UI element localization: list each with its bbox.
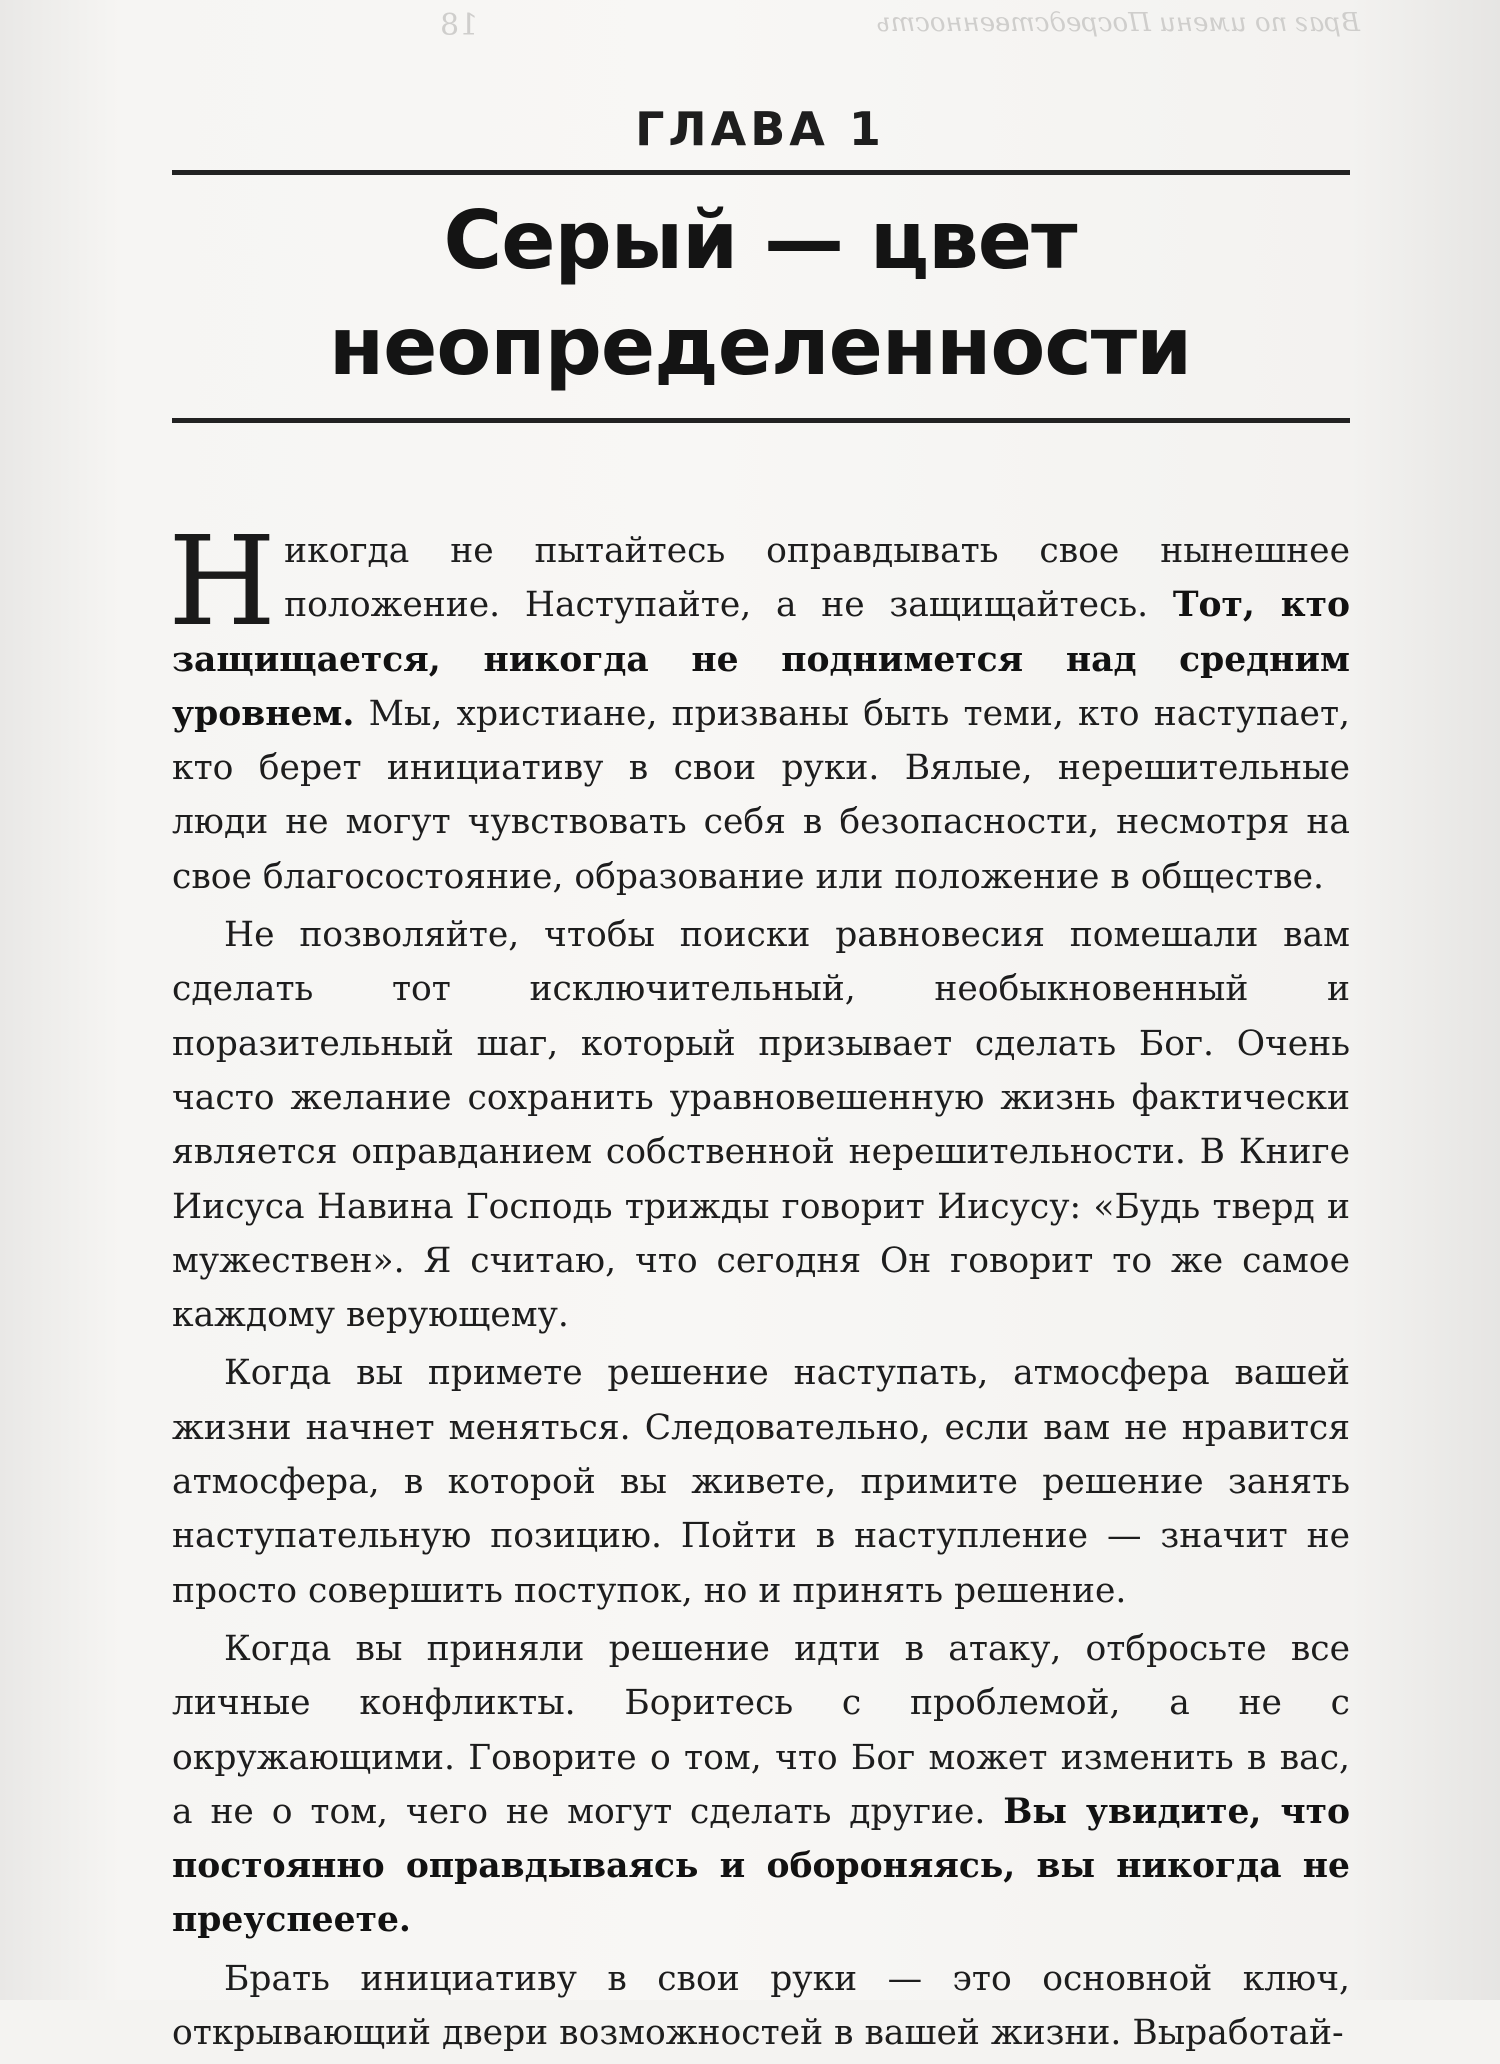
chapter-title-line-1: Серый — цвет [443, 194, 1077, 287]
paragraph-4-text: Когда вы приняли решение идти в атаку, отбросьте все личные конфликты. Боритесь с проблемой, а не с окружающими. Говорите о том, что Бог может изменить в вас, а не о том, чего не могут сделать другие. [172, 1628, 1350, 1832]
chapter-label: ГЛАВА 1 [635, 102, 885, 156]
body-text [168, 510, 1350, 2064]
chapter-title-line-2: неопределенности [328, 300, 1192, 393]
paragraph-1-emphasis: Тот, кто защищается, никогда не поднимется над средним уровнем. [172, 585, 1350, 734]
drop-cap: Н [168, 510, 277, 654]
chapter-title [170, 188, 1350, 400]
paragraph-1-text-a: икогда не пытайтесь оправдывать свое нынешнее положение. Наступайте, а не защищайтесь. [284, 531, 1350, 626]
paragraph-1 [168, 510, 1350, 904]
paragraph-1-text-b: Мы, христиане, призваны быть теми, кто наступает, кто берет инициативу в свои руки. Вялые, нерешительные люди не могут чувствовать себя в безопасности, несмотря на свое благосостояние, образование или положение в обществе. [172, 693, 1350, 897]
chapter-bottom-rule [172, 418, 1350, 423]
paragraph-2: Не позволяйте, чтобы поиски равновесия помешали вам сделать тот исключительный, необыкновенный и поразительный шаг, который призывает сделать Бог. Очень часто желание сохранить уравновешенную жизнь фактически является оправданием собственной нерешительности. В Книге Иисуса Навина Господь трижды говорит Иисусу: «Будь тверд и мужествен». Я считаю, что сегодня Он говорит то же самое каждому верующему. [172, 915, 1350, 1336]
chapter-top-rule [172, 170, 1350, 175]
paragraph-3: Когда вы примете решение наступать, атмосфера вашей жизни начнет меняться. Следовательно, если вам не нравится атмосфера, в которой вы живете, примите решение занять наступательную позицию. Пойти в наступление — значит не просто совершить поступок, но и принять решение. [172, 1353, 1350, 1611]
paragraph-4 [172, 1622, 1350, 1948]
running-header-title: Враг по имени Посредственность [876, 8, 1360, 38]
page-number: 18 [440, 8, 479, 43]
paragraph-4-emphasis: Вы увидите, что постоянно оправдываясь и обороняясь, вы никогда не преуспеете. [172, 1791, 1350, 1941]
paragraph-5: Брать инициативу в свои руки — это основной ключ, открывающий двери возможностей в вашей жизни. Выработай- [172, 1958, 1350, 2054]
running-header-show-through [440, 8, 1360, 43]
